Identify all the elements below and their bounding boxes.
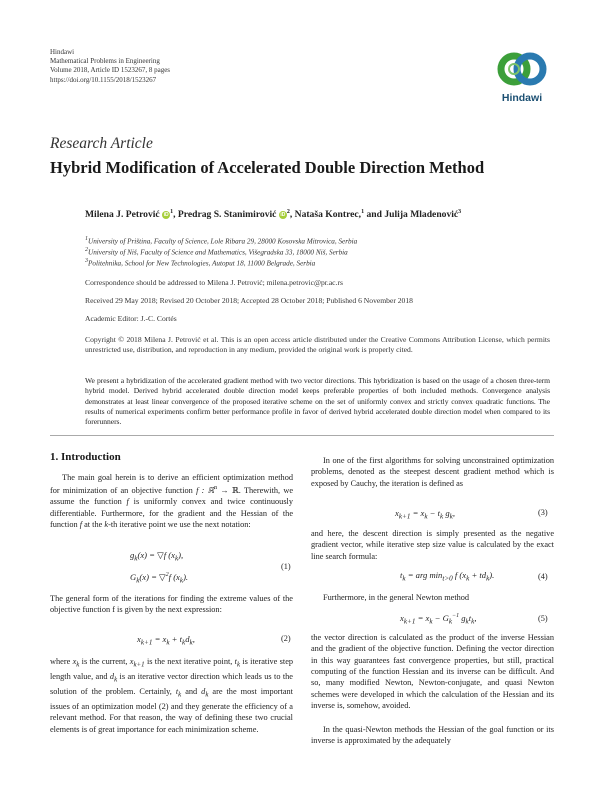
- affiliation: $^1$University of Priština, Faculty of Science, Lole Ribara 29, 28000 Kosovska Mitrovica, Serbia: [85, 236, 358, 246]
- paragraph-newton: Furthermore, in the general Newton method: [323, 593, 470, 602]
- author-name: Nataša Kontrec,: [294, 209, 362, 221]
- equation-1a: $g_k(x)$ = ▽f $(x_k)$,: [130, 550, 184, 563]
- academic-editor: Academic Editor: J.-C. Cortés: [85, 314, 177, 323]
- copyright-notice: Copyright © 2018 Milena J. Petrović et al. This is an open access article distributed under the Creative Commons Attribution License, which permits unrestricted use, distribution, and reproduction in any medium, provided the original work is properly cited.: [85, 335, 550, 355]
- logo-text: Hindawi: [501, 92, 543, 104]
- abstract: We present a hybridization of the accelerated gradient method with two vector directions. This hybridization is based on the usage of a chosen three-term hybrid model. Derived hybrid accelerated double direction model keeps preferable properties of both included methods. Convergence analysis demonstrates at least linear convergence of the proposed iterative scheme on the set of uniformly convex and strictly convex quadratic functions. The results of numerical experiments confirm better performance profile in favor of derived hybrid accelerated double direction model when compared to its forerunners.: [85, 376, 550, 427]
- author-name: Milena J. Petrović: [85, 209, 160, 221]
- author-list: Milena J. Petrović $iD^1$, Predrag S. Stanimirović $iD^2$, Nataša Kontrec,$^1$ and Julija Mladenović$^3$: [85, 209, 462, 221]
- journal-name: Mathematical Problems in Engineering: [50, 57, 160, 66]
- journal-header: [50, 48, 170, 85]
- equation-5: $x_{k+1} = x_k - G_k^{-1}$ $g_kt_k$,: [400, 613, 477, 626]
- author-affil-sup: 2: [286, 209, 290, 215]
- journal-volume: Volume 2018, Article ID 1523267, 8 pages: [50, 66, 171, 75]
- doi-link[interactable]: https://doi.org/10.1155/2018/1523267: [50, 75, 157, 84]
- section-divider: [50, 435, 554, 436]
- author-affil-sup: 1: [361, 209, 365, 215]
- correspondence: Correspondence should be addressed to Milena J. Petrović; milena.petrovic@pr.ac.rs: [85, 278, 343, 287]
- equation-4: $t_k$ = arg $\min_{t>0} f$ $(x_k + td_k)$.: [400, 570, 495, 583]
- author-affil-sup: 3: [458, 209, 462, 215]
- equation-3: $x_{k+1} = x_k - t_k$ $g_k$,: [395, 508, 455, 521]
- author-affil-sup: 1: [170, 209, 174, 215]
- paragraph-iteration-terms: where $x_k$ is the current, $x_{k+1}$ is the next iterative point, $t_k$ is iterative step length value, and $d_k$ is an iterative vector direction which leads us to the solution of the problem. Certainly, $t_k$ and $d_k$ are the most important issues of an optimization model (2) and they generate the efficiency of a relevant method. For that reason, the way of defining these two crucial elements is of great importance for each minimization scheme.: [50, 657, 294, 734]
- equation-number: (5): [538, 614, 548, 623]
- article-type: Research Article: [50, 135, 153, 152]
- section-heading: 1. Introduction: [50, 451, 121, 463]
- equation-number: (3): [538, 508, 548, 517]
- paragraph-quasi-newton: In the quasi-Newton methods the Hessian of the goal function or its inverse is approximated by the adequately: [311, 725, 554, 746]
- paper-title: Hybrid Modification of Accelerated Double Direction Method: [50, 158, 485, 177]
- equation-number: (2): [281, 634, 291, 643]
- publication-dates: Received 29 May 2018; Revised 20 October 2018; Accepted 28 October 2018; Published 6 November 2018: [85, 296, 413, 305]
- hindawi-logo-icon: [490, 47, 554, 91]
- orcid-icon[interactable]: iD: [280, 212, 286, 219]
- paragraph-intro: The main goal herein is to derive an efficient optimization method for minimization of an objective function f : ℝ$^n$ → ℝ. Therewith, we assume the function f is uniformly convex and twice continuously differentiable. Furthermore, for the gradient and the Hessian of the function f at the k-th iterative point we use the next notation:: [50, 473, 294, 530]
- paragraph-steepest-descent: In one of the first algorithms for solving unconstrained optimization problems, denoted as the steepest descent gradient method which is exposed by Cauchy, the iteration is defined as: [311, 456, 554, 488]
- publisher-name: Hindawi: [50, 48, 75, 56]
- affiliation: $^3$Politehnika, School for New Technologies, Autoput 18, 11000 Belgrade, Serbia: [85, 258, 316, 268]
- author-name: and Julija Mladenović: [366, 209, 459, 221]
- equation-2: $x_{k+1} = x_k + t_kd_k$,: [137, 634, 195, 647]
- equation-number: (4): [538, 572, 548, 581]
- affiliation: $^2$University of Niš, Faculty of Science and Mathematics, Višegradska 33, 18000 Niš, Serbia: [85, 247, 348, 257]
- equation-1b: $G_k(x)$ = ▽$^2$f $(x_k)$.: [130, 572, 189, 585]
- orcid-icon[interactable]: iD: [163, 212, 169, 219]
- paragraph-general-form: The general form of the iterations for finding the extreme values of the objective function f is given by the next expression:: [50, 594, 293, 615]
- hindawi-logo: [490, 47, 554, 107]
- paragraph-vector-direction: the vector direction is calculated as the product of the inverse Hessian and the gradient of the objective function. Defining the vector direction in this way guarantees fast convergence properties, but still, practical computing of the function Hessian and its inverse can be difficult. And so, many modified Newton, Newton-conjugate, and quasi Newton schemes were developed in which the calculation of the Hessian and its inverse is, somehow, avoided.: [311, 633, 554, 711]
- author-name: Predrag S. Stanimirović: [177, 209, 277, 221]
- equation-number: (1): [281, 562, 291, 571]
- paragraph-descent-direction: and here, the descent direction is simply presented as the negative gradient vector, while iterative step size value is calculated by the exact line search formula:: [311, 529, 554, 561]
